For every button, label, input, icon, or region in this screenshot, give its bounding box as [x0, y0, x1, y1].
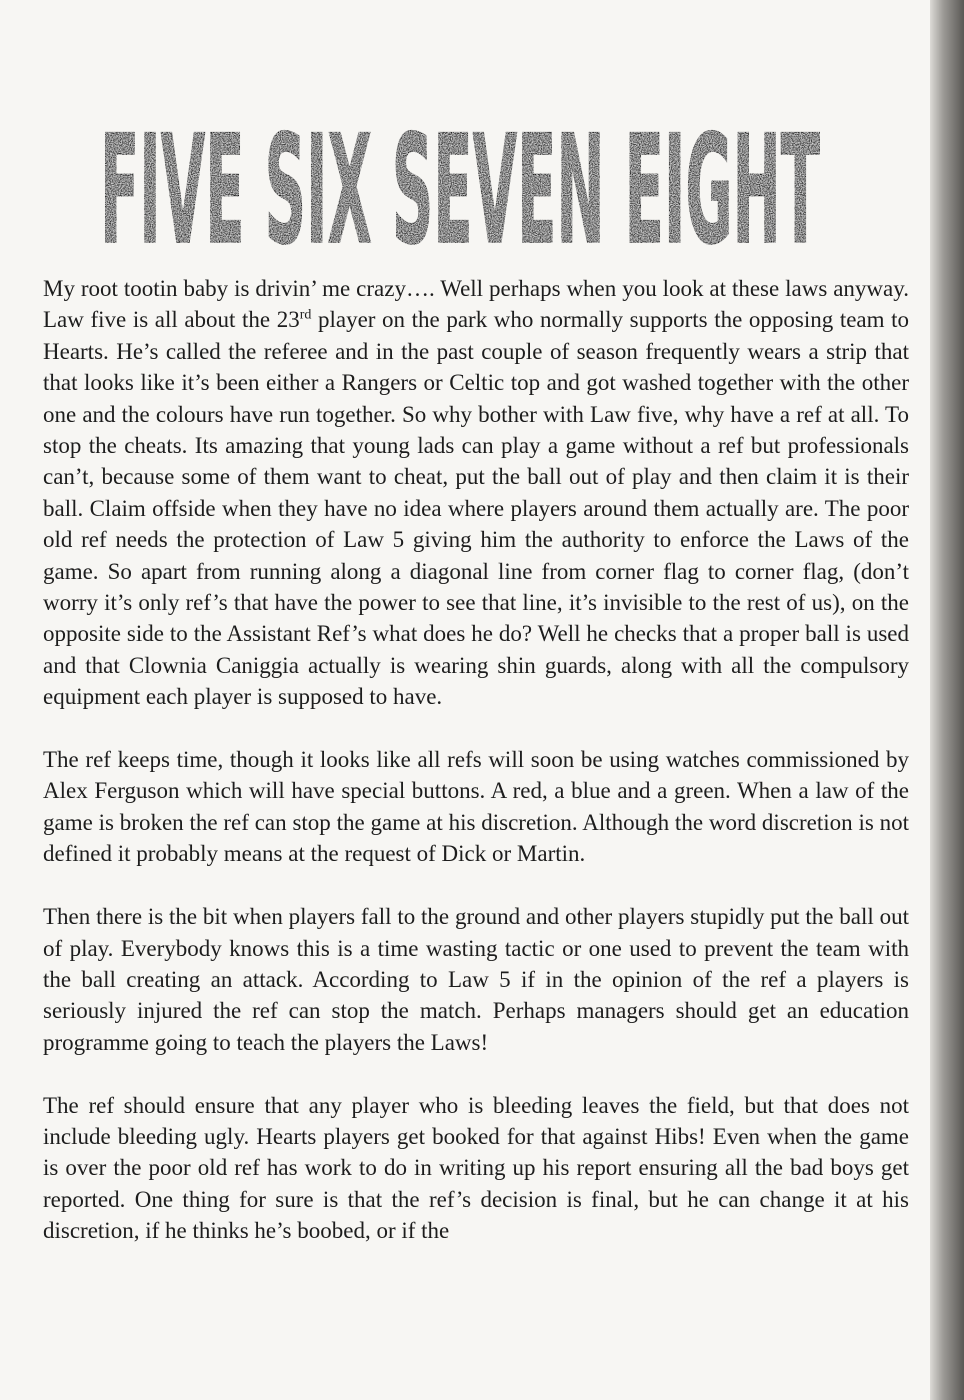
title-text: FIVE SIX SEVEN EIGHT: [100, 104, 820, 260]
page-title: [96, 100, 824, 260]
paragraph-1-text-a: My root tootin baby is drivin’ me crazy…. Well perhaps when you look at these laws anyway. Law five is all about the 23: [43, 276, 909, 333]
title-artwork: [96, 100, 824, 260]
paragraph-3: Then there is the bit when players fall to the ground and other players stupidly put the ball out of play. Everybody knows this is a time wasting tactic or one used to prevent the team with the ball creating an attack. According to Law 5 if in the opinion of the ref a players is seriously injured the ref can stop the match. Perhaps managers should get an education programme going to teach the players the Laws!: [43, 904, 909, 1055]
paragraph-1-text-b: player on the park who normally supports the opposing team to Hearts. He’s called the referee and in the past couple of season frequently wears a strip that that looks like it’s been either a Rangers or Celtic top and got washed together with the other one and the colours have run together. So why bother with Law five, why have a ref at all. To stop the cheats. Its amazing that young lads can play a game without a ref but professionals can’t, because some of them want to cheat, put the ball out of play and then claim it is their ball. Claim offside when they have no idea where players around them actually are. The poor old ref needs the protection of Law 5 giving him the authority to enforce the Laws of the game. So apart from running along a diagonal line from corner flag to corner flag, (don’t worry it’s only ref’s that have the power to see that line, it’s invisible to the rest of us), on the opposite side to the Assistant Ref’s what does he do? Well he checks that a proper ball is used and that Clownia Caniggia actually is wearing shin guards, along with all the compulsory equipment each player is supposed to have.: [43, 307, 910, 710]
paragraph-1: [43, 273, 909, 713]
article-body: [43, 273, 909, 1247]
paragraph-2: The ref keeps time, though it looks like all refs will soon be using watches commissioned by Alex Ferguson which will have special buttons. A red, a blue and a green. When a law of the game is broken the ref can stop the game at his discretion. Although the word discretion is not defined it probably means at the request of Dick or Martin.: [43, 747, 909, 867]
page-edge-shadow: [930, 0, 964, 1400]
ordinal-suffix: rd: [299, 307, 312, 323]
paragraph-4: The ref should ensure that any player who is bleeding leaves the field, but that does not include bleeding ugly. Hearts players get booked for that against Hibs! Even when the game is over the poor old ref has work to do in writing up his report ensuring all the bad boys get reported. One thing for sure is that the ref’s decision is final, but he can change it at his discretion, if he thinks he’s boobed, or if the: [43, 1092, 909, 1244]
